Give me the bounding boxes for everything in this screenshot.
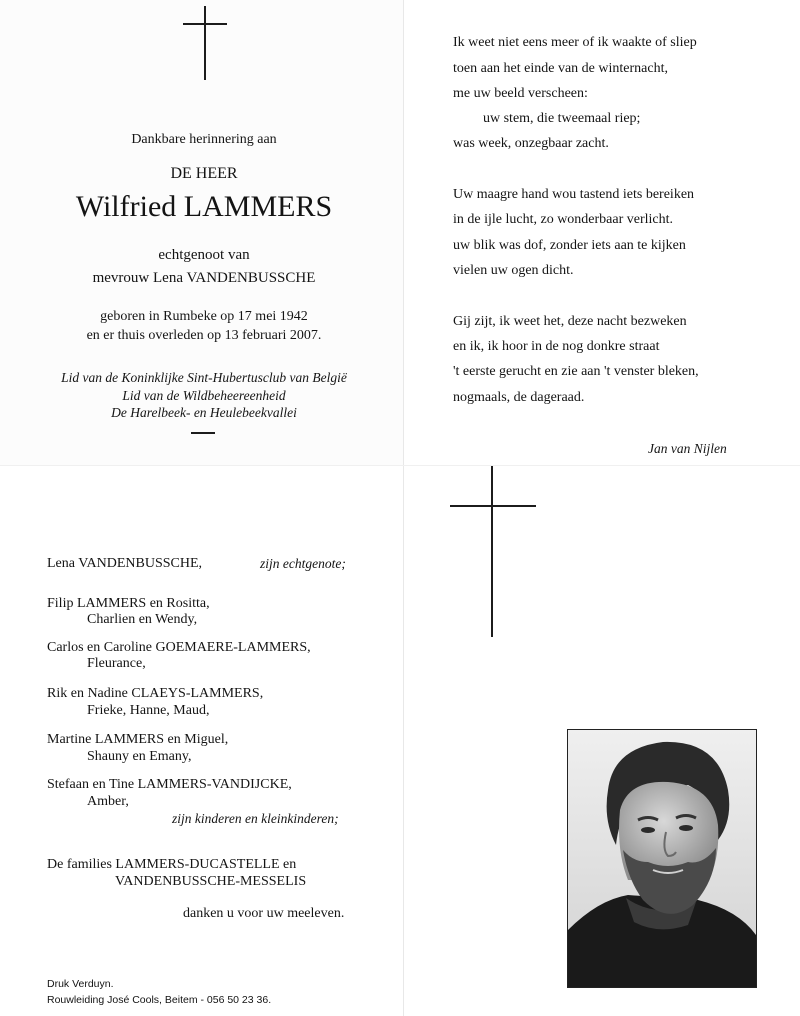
spouse-role: zijn echtgenote; <box>260 556 346 571</box>
family-line: Amber, <box>87 794 129 809</box>
poem-line: toen aan het einde van de winternacht, <box>453 61 668 76</box>
thanks-line: danken u voor uw meeleven. <box>183 906 345 921</box>
families-line: De families LAMMERS-DUCASTELLE en <box>47 857 297 872</box>
printer-credit: Druk Verduyn. <box>47 978 114 990</box>
poem-line: 't eerste gerucht en zie aan 't venster bleken, <box>453 364 699 379</box>
poem-line: Ik weet niet eens meer of ik waakte of sliep <box>453 35 697 50</box>
portrait-illustration <box>568 730 756 987</box>
poem-line: Uw maagre hand wou tastend iets bereiken <box>453 187 695 202</box>
vertical-fold-line <box>403 0 404 1016</box>
family-line: Charlien en Wendy, <box>87 612 198 627</box>
family-line: Martine LAMMERS en Miguel, <box>47 732 229 747</box>
family-line: Shauny en Emany, <box>87 749 192 764</box>
poem-line: me uw beeld verscheen: <box>453 86 588 101</box>
poem-author: Jan van Nijlen <box>648 441 727 456</box>
family-line: Filip LAMMERS en Rositta, <box>47 596 210 611</box>
family-line: Fleurance, <box>87 656 146 671</box>
birth-line: geboren in Rumbeke op 17 mei 1942 <box>100 309 308 324</box>
membership-2: Lid van de Wildbeheereenheid <box>122 388 286 403</box>
honorific-title: DE HEER <box>170 165 238 182</box>
spouse-name: mevrouw Lena VANDENBUSSCHE <box>92 270 316 286</box>
family-line: Stefaan en Tine LAMMERS-VANDIJCKE, <box>47 777 292 792</box>
family-line: Rik en Nadine CLAEYS-LAMMERS, <box>47 686 264 701</box>
horizontal-fold-line <box>0 465 800 466</box>
funeral-director: Rouwleiding José Cools, Beitem - 056 50 23 36. <box>47 994 272 1006</box>
deceased-name: Wilfried LAMMERS <box>75 190 333 223</box>
poem-line: vielen uw ogen dicht. <box>453 263 574 278</box>
poem-line: en ik, ik hoor in de nog donkre straat <box>453 339 660 354</box>
spouse-line: Lena VANDENBUSSCHE, <box>47 556 203 571</box>
poem-line: Gij zijt, ik weet het, deze nacht bezweken <box>453 314 687 329</box>
membership-3: De Harelbeek- en Heulebeekvallei <box>111 405 297 420</box>
poem-line: in de ijle lucht, zo wonderbaar verlicht. <box>453 212 674 227</box>
poem-line: nogmaals, de dageraad. <box>453 390 585 405</box>
membership-1: Lid van de Koninklijke Sint-Hubertusclub van België <box>61 370 347 385</box>
death-line: en er thuis overleden op 13 februari 2007. <box>86 328 322 343</box>
family-line: Frieke, Hanne, Maud, <box>87 703 210 718</box>
poem-line: uw stem, die tweemaal riep; <box>483 111 641 126</box>
family-line: Carlos en Caroline GOEMAERE-LAMMERS, <box>47 640 311 655</box>
children-role: zijn kinderen en kleinkinderen; <box>172 811 339 826</box>
families-line: VANDENBUSSCHE-MESSELIS <box>115 874 307 889</box>
spouse-label: echtgenoot van <box>158 247 250 263</box>
intro-text: Dankbare herinnering aan <box>131 132 277 147</box>
portrait-photo <box>567 729 757 988</box>
divider <box>191 432 215 434</box>
poem-line: uw blik was dof, zonder iets aan te kijken <box>453 238 686 253</box>
poem-line: was week, onzegbaar zacht. <box>453 136 609 151</box>
